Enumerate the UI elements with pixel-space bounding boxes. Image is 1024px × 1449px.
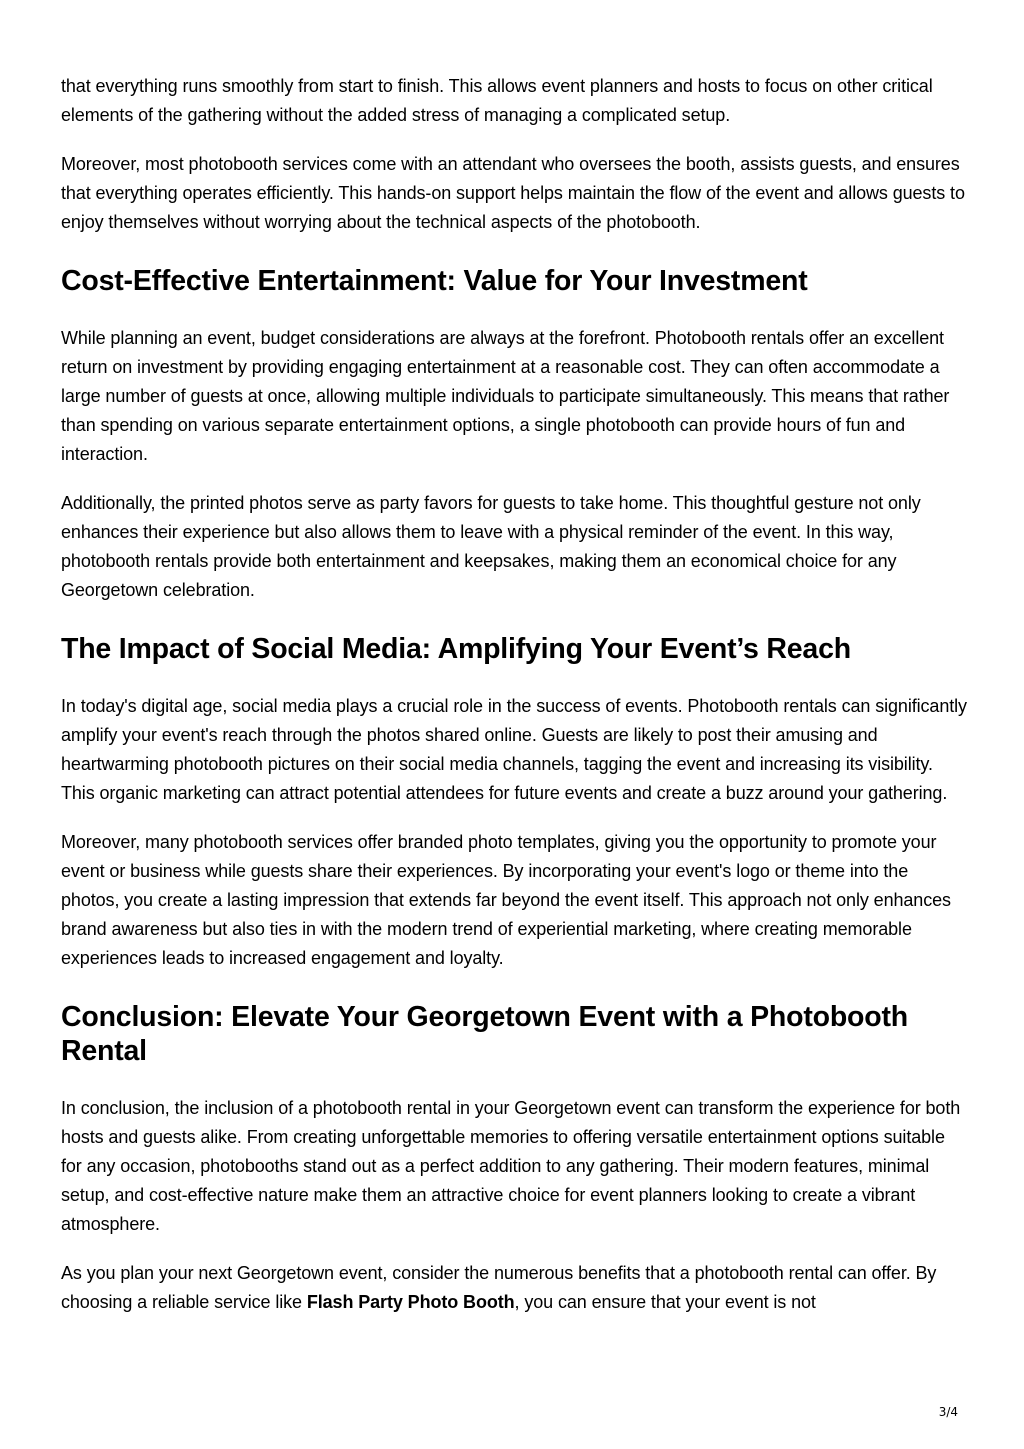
paragraph-setup: that everything runs smoothly from start to finish. This allows event planners and hosts to focus on other critical elements of the gathering without the added stress of managing a complicated setup. — [61, 76, 933, 125]
next-event-text-before: As you plan your next Georgetown event, consider the numerous benefits that a photobooth rental can offer. By choosing a reliable service like — [61, 1263, 937, 1312]
heading-social-media: The Impact of Social Media: Amplifying Your Event’s Reach — [61, 633, 851, 665]
next-event-text-after: , you can ensure that your event is not — [514, 1292, 816, 1312]
paragraph-digital-age: In today's digital age, social media plays a crucial role in the success of events. Photobooth rentals can significantly amplify your event's reach through the photos shared online. Guests are likely to post their amusing and heartwarming photobooth pictures on their social media channels, tagging the event and increasing its visibility. This organic marketing can attract potential attendees for future events and create a buzz around your gathering. — [61, 696, 967, 803]
document-page — [61, 72, 967, 1337]
heading-cost-effective: Cost-Effective Entertainment: Value for Your Investment — [61, 265, 808, 297]
paragraph-branded-templates: Moreover, many photobooth services offer branded photo templates, giving you the opportunity to promote your event or business while guests share their experiences. By incorporating your event's logo or theme into the photos, you create a lasting impression that extends far beyond the event itself. This approach not only enhances brand awareness but also ties in with the modern trend of experiential marketing, where creating memorable experiences leads to increased engagement and loyalty. — [61, 832, 951, 968]
paragraph-budget: While planning an event, budget considerations are always at the forefront. Photobooth rentals offer an excellent return on investment by providing engaging entertainment at a reasonable cost. They can often accommodate a large number of guests at once, allowing multiple individuals to participate simultaneously. This means that rather than spending on various separate entertainment options, a single photobooth can provide hours of fun and interaction. — [61, 328, 950, 464]
paragraph-attendant: Moreover, most photobooth services come with an attendant who oversees the booth, assists guests, and ensures that everything operates efficiently. This hands-on support helps maintain the flow of the event and allows guests to enjoy themselves without worrying about the technical aspects of the photobooth. — [61, 154, 965, 232]
paragraph-party-favors: Additionally, the printed photos serve as party favors for guests to take home. This thoughtful gesture not only enhances their experience but also allows them to leave with a physical reminder of the event. In this way, photobooth rentals provide both entertainment and keepsakes, making them an economical choice for any Georgetown celebration. — [61, 493, 921, 600]
heading-conclusion: Conclusion: Elevate Your Georgetown Event with a Photobooth Rental — [61, 1001, 908, 1067]
paragraph-next-event — [61, 1259, 967, 1317]
page-number: 3/4 — [938, 1405, 958, 1419]
brand-name: Flash Party Photo Booth — [306, 1292, 515, 1312]
paragraph-conclusion: In conclusion, the inclusion of a photobooth rental in your Georgetown event can transform the experience for both hosts and guests alike. From creating unforgettable memories to offering versatile entertainment options suitable for any occasion, photobooths stand out as a perfect addition to any gathering. Their modern features, minimal setup, and cost-effective nature make them an attractive choice for event planners looking to create a vibrant atmosphere. — [61, 1098, 961, 1234]
